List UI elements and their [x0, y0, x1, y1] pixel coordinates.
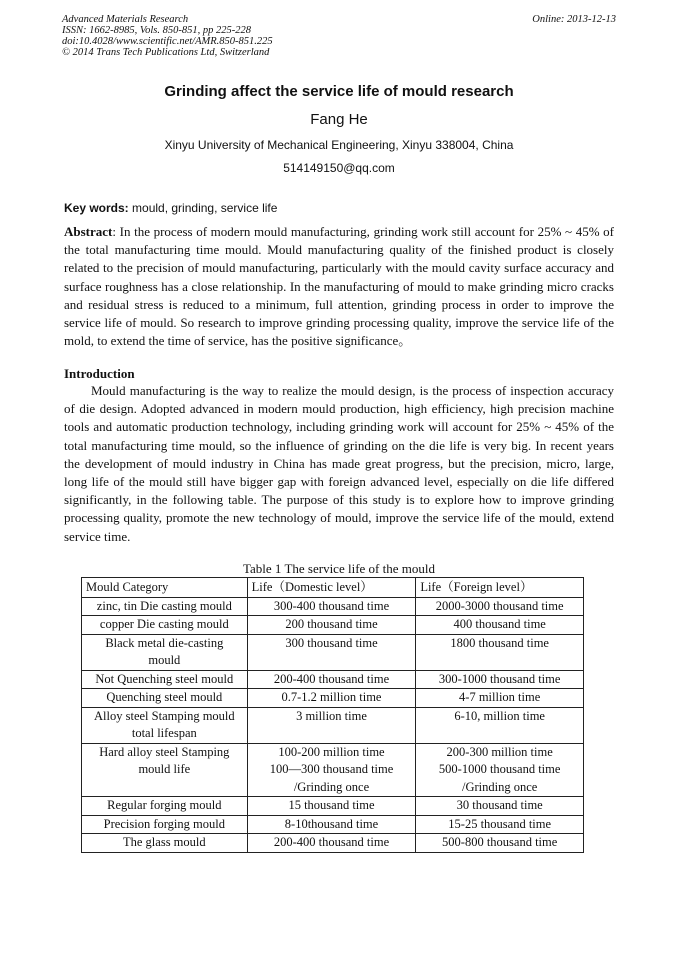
cell-domestic: [247, 616, 416, 635]
cell-foreign: [416, 797, 584, 816]
author-email: 514149150@qq.com: [283, 161, 395, 175]
cell-line: 4-7 million time: [459, 690, 541, 704]
cell-domestic: [247, 797, 416, 816]
cell-domestic: [247, 597, 416, 616]
table-row: [82, 834, 584, 853]
service-life-table: [81, 577, 584, 853]
header-cell-category: Mould Category: [82, 578, 248, 598]
cell-foreign: [416, 634, 584, 670]
issn-line: ISSN: 1662-8985, Vols. 850-851, pp 225-228: [62, 25, 251, 36]
table-row: [82, 616, 584, 635]
cell-line: Precision forging mould: [103, 816, 225, 831]
cell-line: Regular forging mould: [107, 798, 222, 812]
keywords-label: Key words:: [64, 201, 129, 215]
online-date: Online: 2013-12-13: [532, 14, 616, 25]
cell-line: 3 million time: [296, 708, 367, 723]
cell-category: [82, 815, 248, 834]
cell-line: 15 thousand time: [288, 798, 375, 812]
cell-foreign: [416, 743, 584, 797]
cell-line: 300 thousand time: [285, 635, 378, 650]
cell-line: copper Die casting mould: [99, 617, 229, 631]
cell-line: /Grinding once: [461, 779, 538, 794]
doi-line: doi:10.4028/www.scientific.net/AMR.850-851.225: [62, 36, 273, 47]
table-header-row: [82, 578, 584, 598]
cell-category: [82, 616, 248, 635]
cell-domestic: [247, 834, 416, 853]
cell-line: Not Quenching steel mould: [95, 671, 234, 686]
header-cell-foreign: Life（Foreign level）: [416, 578, 584, 598]
table-row: [82, 743, 584, 797]
cell-line: 500-800 thousand time: [442, 835, 558, 849]
cell-foreign: [416, 707, 584, 743]
cell-foreign: [416, 616, 584, 635]
keywords-text: mould, grinding, service life: [132, 201, 278, 215]
copyright-line: © 2014 Trans Tech Publications Ltd, Switzerland: [62, 47, 270, 58]
cell-category: [82, 670, 248, 689]
table-row: [82, 707, 584, 743]
cell-line: Hard alloy steel Stamping: [99, 744, 230, 759]
cell-domestic: [247, 743, 416, 797]
cell-line: Quenching steel mould: [106, 690, 223, 704]
table-row: [82, 689, 584, 708]
cell-line: 30 thousand time: [456, 798, 543, 812]
header-cell-domestic: Life（Domestic level）: [247, 578, 416, 598]
cell-category: [82, 597, 248, 616]
cell-line: 100—300 thousand time: [269, 762, 394, 776]
cell-category: [82, 634, 248, 670]
cell-line: 200 thousand time: [285, 617, 378, 631]
cell-domestic: [247, 670, 416, 689]
cell-line: 400 thousand time: [453, 617, 546, 631]
journal-name: Advanced Materials Research: [62, 14, 189, 25]
cell-line: 300-1000 thousand time: [438, 671, 561, 686]
cell-line: mould: [148, 653, 181, 667]
cell-line: 15-25 thousand time: [448, 816, 552, 831]
cell-line: 200-400 thousand time: [273, 671, 390, 686]
cell-foreign: [416, 815, 584, 834]
cell-line: 200-400 thousand time: [273, 835, 390, 849]
table-row: [82, 597, 584, 616]
cell-foreign: [416, 670, 584, 689]
paper-title: Grinding affect the service life of mould research: [164, 83, 514, 100]
cell-domestic: [247, 689, 416, 708]
cell-category: [82, 797, 248, 816]
cell-line: 500-1000 thousand time: [438, 762, 561, 776]
keywords: [64, 201, 277, 215]
abstract-text: : In the process of modern mould manufacturing, grinding work still account for 25% ~ 45% of the total manufacturing time mould. Mould manufacturing quality of the finished product is closely related to the precision of mould manufacturing, particularly with the mould cavity surface accuracy and surface roughness has a close relationship. In the manufacturing of mould to make grinding micro cracks and residual stress is reduced to a minimum, full attention, grinding process in order to improve the service life of mould. So research to improve grinding processing quality, improve the service life of the mold, to extend the time of service, has the positive significance。: [64, 224, 614, 349]
cell-line: 200-300 million time: [446, 744, 553, 759]
table-row: [82, 670, 584, 689]
cell-line: mould life: [138, 762, 191, 776]
cell-line: Alloy steel Stamping mould: [94, 708, 235, 723]
author-name: Fang He: [310, 111, 368, 128]
cell-category: [82, 743, 248, 797]
cell-foreign: [416, 689, 584, 708]
journal-header: [62, 14, 616, 58]
cell-category: [82, 689, 248, 708]
cell-line: 100-200 million time: [278, 744, 385, 759]
table-caption: Table 1 The service life of the mould: [243, 561, 435, 576]
cell-foreign: [416, 597, 584, 616]
cell-line: 1800 thousand time: [450, 635, 549, 650]
abstract-label: Abstract: [64, 224, 113, 239]
cell-category: [82, 707, 248, 743]
abstract-paragraph: [64, 223, 614, 350]
cell-line: zinc, tin Die casting mould: [96, 598, 232, 613]
table-row: [82, 634, 584, 670]
cell-line: 2000-3000 thousand time: [435, 598, 564, 613]
affiliation: Xinyu University of Mechanical Engineering, Xinyu 338004, China: [164, 138, 514, 152]
cell-domestic: [247, 815, 416, 834]
introduction-heading: Introduction: [64, 366, 135, 381]
cell-category: [82, 834, 248, 853]
cell-foreign: [416, 834, 584, 853]
table-row: [82, 797, 584, 816]
cell-line: 8-10thousand time: [284, 816, 379, 831]
introduction-paragraph: Mould manufacturing is the way to realize the mould design, is the process of inspection accuracy of die design. Adopted advanced in modern mould production, high efficiency, high precision machine tools and automatic production technology, including grinding work will account for 25% ~ 45% of the total manufacturing time mould, so the influence of grinding on the die life is very big. In recent years the development of mould industry in China has made great progress, but the precision, micro, large, long life of the mould still have bigger gap with foreign advanced level, especially on die life differed significantly, in the following table. The purpose of this study is to explore how to improve grinding processing quality, promote the new technology of mould, improve the service life of the mould, extend service time.: [64, 383, 614, 544]
cell-line: 300-400 thousand time: [273, 598, 390, 613]
cell-line: /Grinding once: [293, 779, 370, 794]
cell-line: 0.7-1.2 million time: [281, 690, 382, 704]
table-row: [82, 815, 584, 834]
cell-line: Black metal die-casting: [105, 635, 224, 650]
cell-domestic: [247, 634, 416, 670]
cell-line: The glass mould: [123, 835, 206, 849]
cell-line: total lifespan: [131, 726, 197, 740]
cell-line: 6-10, million time: [454, 708, 545, 723]
cell-domestic: [247, 707, 416, 743]
